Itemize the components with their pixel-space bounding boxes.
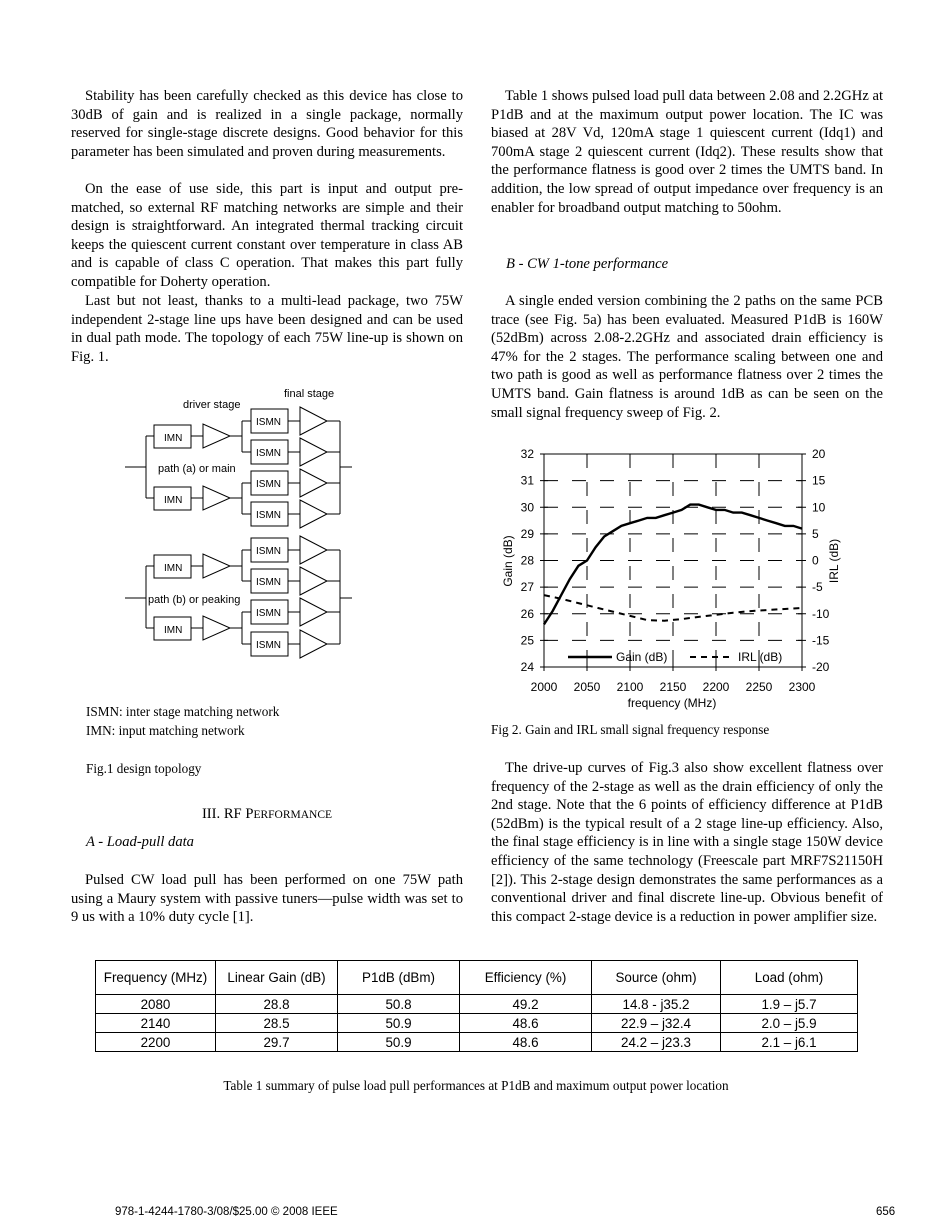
cell: 1.9 – j5.7 bbox=[721, 995, 858, 1014]
cell: 50.9 bbox=[338, 1014, 460, 1033]
fig2-caption: Fig 2. Gain and IRL small signal frequency response bbox=[491, 722, 770, 737]
cell: 29.7 bbox=[216, 1033, 338, 1052]
svg-text:ISMN: ISMN bbox=[256, 417, 281, 428]
x-tick-label: 2100 bbox=[616, 680, 644, 694]
x-tick-label: 2150 bbox=[659, 680, 687, 694]
cell: 14.8 - j35.2 bbox=[592, 995, 721, 1014]
table-row bbox=[96, 1014, 858, 1033]
cell: 50.8 bbox=[338, 995, 460, 1014]
y2-tick-label: 20 bbox=[812, 447, 826, 461]
x-tick-label: 2050 bbox=[573, 680, 601, 694]
table1-caption: Table 1 summary of pulse load pull performances at P1dB and maximum output power location bbox=[223, 1078, 729, 1093]
svg-text:ISMN: ISMN bbox=[256, 448, 281, 459]
svg-text:IMN: IMN bbox=[164, 563, 183, 574]
col-frequency: Frequency (MHz) bbox=[96, 961, 216, 995]
table-row bbox=[96, 995, 858, 1014]
y2-tick-label: -15 bbox=[812, 633, 830, 648]
svg-text:ISMN: ISMN bbox=[256, 577, 281, 588]
cell: 2.1 – j6.1 bbox=[721, 1033, 858, 1052]
y-tick-label: 32 bbox=[520, 447, 534, 461]
svg-text:ISMN: ISMN bbox=[256, 546, 281, 557]
chart-legend bbox=[568, 650, 782, 664]
svg-text:IMN: IMN bbox=[164, 495, 183, 506]
cell: 2140 bbox=[96, 1014, 216, 1033]
subsection-load-pull: A - Load-pull data bbox=[86, 834, 194, 850]
cell: 48.6 bbox=[460, 1033, 592, 1052]
paragraph-table1-intro: Table 1 shows pulsed load pull data between 2.08 and 2.2GHz at P1dB and at the maximum output power location. The IC was biased at 28V Vd, 120mA stage 1 quiescent current (Idq1) and 700mA stage 2 quiescent current (Idq2). These results show that the performance flatness is good over 2 times the UMTS band. In addition, the low spread of output impedance over frequency is an enabler for broadband output matching to 50ohm. bbox=[491, 88, 883, 216]
cell: 2080 bbox=[96, 995, 216, 1014]
legend-imn: IMN: input matching network bbox=[86, 723, 245, 738]
final-stage-label: final stage bbox=[284, 388, 335, 400]
y-tick-label: 31 bbox=[520, 473, 534, 488]
footer-page-number: 656 bbox=[876, 1206, 896, 1218]
fig1-caption: Fig.1 design topology bbox=[86, 761, 202, 776]
y-axis-label: Gain (dB) bbox=[501, 535, 515, 587]
cell: 28.8 bbox=[216, 995, 338, 1014]
driver-stage-label: driver stage bbox=[183, 399, 241, 411]
design-topology-diagram bbox=[120, 380, 360, 680]
cell: 22.9 – j32.4 bbox=[592, 1014, 721, 1033]
cell: 49.2 bbox=[460, 995, 592, 1014]
y2-axis-label: IRL (dB) bbox=[827, 538, 841, 584]
legend-gain-label: Gain (dB) bbox=[616, 650, 668, 664]
y-tick-label: 27 bbox=[520, 580, 534, 595]
svg-text:ISMN: ISMN bbox=[256, 479, 281, 490]
svg-text:ISMN: ISMN bbox=[256, 510, 281, 521]
legend-irl-label: IRL (dB) bbox=[738, 650, 783, 664]
paragraph-load-pull: Pulsed CW load pull has been performed on one 75W path using a Maury system with passive tuners—pulse width was set to 9 us with a 10% duty cycle [1]. bbox=[71, 872, 463, 926]
y-tick-label: 28 bbox=[520, 553, 534, 568]
path-a-label: path (a) or main bbox=[158, 463, 236, 475]
section-title: III. RF PERFORMANCE bbox=[201, 806, 333, 822]
svg-text:ISMN: ISMN bbox=[256, 640, 281, 651]
y2-tick-label: 5 bbox=[812, 526, 819, 541]
cell: 24.2 – j23.3 bbox=[592, 1033, 721, 1052]
cell: 2.0 – j5.9 bbox=[721, 1014, 858, 1033]
y-tick-label: 30 bbox=[520, 500, 534, 515]
cell: 48.6 bbox=[460, 1014, 592, 1033]
y2-tick-label: -5 bbox=[812, 580, 823, 595]
chart-grid bbox=[544, 454, 802, 667]
y2-tick-label: 10 bbox=[812, 500, 826, 515]
x-tick-label: 2300 bbox=[788, 680, 816, 694]
col-efficiency: Efficiency (%) bbox=[460, 961, 592, 995]
paragraph-cw: A single ended version combining the 2 paths on the same PCB trace (see Fig. 5a) has been evaluated. Measured P1dB is 160W (52dBm) across 2.08-2.2GHz and associated drain efficiency is 47% for the 2 stages. The performance scaling between one and two path is good as well as performance flatness over 2 times the UMTS band. Gain flatness is around 1dB as can be seen on the small signal frequency sweep of Fig. 2. bbox=[491, 293, 883, 421]
svg-text:ISMN: ISMN bbox=[256, 608, 281, 619]
x-tick-label: 2250 bbox=[745, 680, 773, 694]
y2-tick-label: -10 bbox=[812, 606, 830, 621]
paragraph-stability: Stability has been carefully checked as this device has close to 30dB of gain and is realized in a single package, normally reserved for single-stage discrete designs. Good behavior for this parameter has been simulated and proven during measurements. bbox=[71, 88, 463, 160]
path-b-label: path (b) or peaking bbox=[148, 594, 241, 606]
y-tick-label: 29 bbox=[520, 526, 534, 541]
col-source: Source (ohm) bbox=[592, 961, 721, 995]
x-tick-label: 2000 bbox=[530, 680, 558, 694]
svg-text:IMN: IMN bbox=[164, 433, 183, 444]
cell: 2200 bbox=[96, 1033, 216, 1052]
table-header-row bbox=[96, 961, 858, 995]
table-row bbox=[96, 1033, 858, 1052]
x-tick-label: 2200 bbox=[702, 680, 730, 694]
cell: 50.9 bbox=[338, 1033, 460, 1052]
paragraph-multi-lead: Last but not least, thanks to a multi-lead package, two 75W independent 2-stage line ups have been designed and can be used in dual path mode. The topology of each 75W line-up is shown on Fig. 1. bbox=[71, 293, 463, 365]
y-tick-label: 25 bbox=[520, 633, 534, 648]
y2-tick-label: -20 bbox=[812, 660, 830, 674]
svg-text:IMN: IMN bbox=[164, 625, 183, 636]
col-load: Load (ohm) bbox=[721, 961, 858, 995]
subsection-cw: B - CW 1-tone performance bbox=[506, 256, 669, 272]
chart-tick-labels bbox=[521, 447, 830, 694]
col-linear-gain: Linear Gain (dB) bbox=[216, 961, 338, 995]
paragraph-ease-of-use: On the ease of use side, this part is input and output pre-matched, so external RF matching networks are simple and their design is straightforward. An integrated thermal tracking circuit keeps the quiescent current constant over temperature in class AB and is capable of class C operation. That makes this part fully compatible for Doherty operation. bbox=[71, 181, 463, 290]
y2-tick-label: 15 bbox=[812, 473, 826, 488]
load-pull-table bbox=[95, 960, 858, 1052]
cell: 28.5 bbox=[216, 1014, 338, 1033]
paragraph-drive-up: The drive-up curves of Fig.3 also show excellent flatness over frequency of the 2-stage as well as the drain efficiency of only the 2nd stage. Note that the 6 points of efficiency difference at P1dB (52dBm) is the typical result of a 2 stage line-up efficiency. Also, the final stage efficiency is in line with a single stage 150W device efficiency of the same technology (Freescale part MRF7S21150H [2]). This 2-stage design demonstrates the same performances as a conventional driver and final discrete line-up. Obvious benefit of this compact 2-stage device is a reduction in power amplifier size. bbox=[491, 760, 883, 925]
footer-copyright: 978-1-4244-1780-3/08/$25.00 © 2008 IEEE bbox=[115, 1206, 338, 1218]
x-axis-label: frequency (MHz) bbox=[627, 696, 717, 710]
y-tick-label: 26 bbox=[520, 606, 534, 621]
y2-tick-label: 0 bbox=[812, 553, 819, 568]
legend-ismn: ISMN: inter stage matching network bbox=[86, 704, 280, 719]
gain-irl-chart bbox=[490, 443, 860, 713]
col-p1db: P1dB (dBm) bbox=[338, 961, 460, 995]
y-tick-label: 24 bbox=[520, 660, 534, 674]
